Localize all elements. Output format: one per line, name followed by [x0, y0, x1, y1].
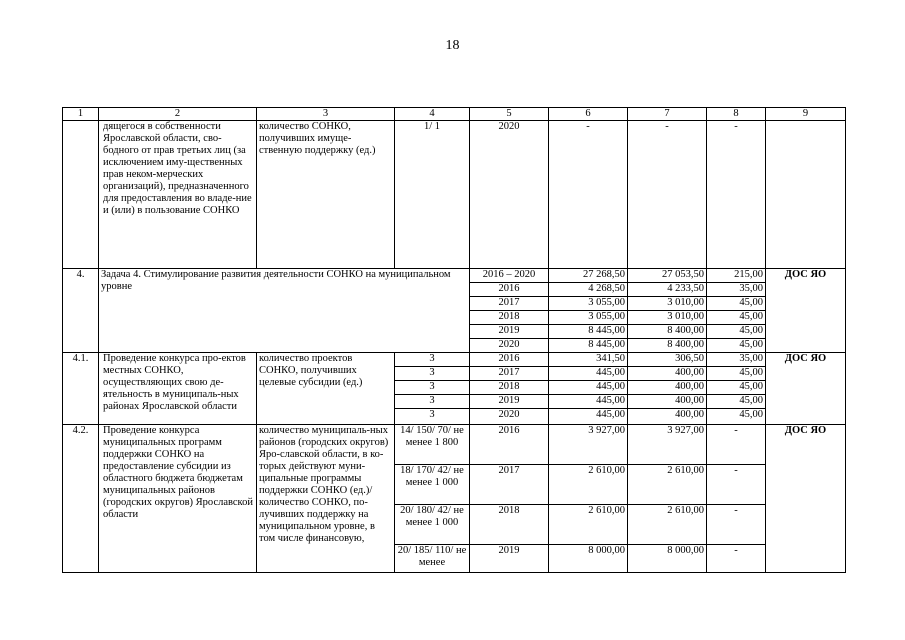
- header-cell: 4: [395, 108, 470, 121]
- year-cell: 2020: [470, 121, 549, 269]
- indicator-value: 14/ 150/ 70/ не менее 1 800: [395, 425, 470, 465]
- other-sources-cell: 45,00: [707, 395, 766, 409]
- total-cell: 445,00: [549, 395, 628, 409]
- table-row: [63, 269, 846, 283]
- regional-budget-cell: 8 400,00: [628, 339, 707, 353]
- row-number: 4.2.: [63, 425, 99, 573]
- indicator-name: количество проектов СОНКО, получивших целевые субсидии (ед.): [257, 353, 395, 425]
- other-sources-cell: 215,00: [707, 269, 766, 283]
- header-cell: 7: [628, 108, 707, 121]
- measure-name: Проведение конкурса муниципальных программ поддержки СОНКО на предоставление субсидии из областного бюджета бюджетам муниципальных районов (городских округов) Ярославской области: [99, 425, 257, 573]
- total-cell: 2 610,00: [549, 465, 628, 505]
- executor-cell: ДОС ЯО: [766, 269, 846, 353]
- indicator-value: 3: [395, 409, 470, 425]
- total-cell: 341,50: [549, 353, 628, 367]
- regional-budget-cell: 400,00: [628, 409, 707, 425]
- indicator-value: 3: [395, 395, 470, 409]
- year-cell: 2017: [470, 297, 549, 311]
- year-cell: 2016: [470, 353, 549, 367]
- row-number: [63, 121, 99, 269]
- program-table: [62, 107, 846, 573]
- header-cell: 3: [257, 108, 395, 121]
- year-cell: 2016 – 2020: [470, 269, 549, 283]
- total-cell: 2 610,00: [549, 505, 628, 545]
- executor-cell: [766, 121, 846, 269]
- other-sources-cell: 35,00: [707, 353, 766, 367]
- other-sources-cell: -: [707, 425, 766, 465]
- indicator-value: 3: [395, 353, 470, 367]
- regional-budget-cell: 400,00: [628, 395, 707, 409]
- other-sources-cell: 45,00: [707, 325, 766, 339]
- header-cell: 1: [63, 108, 99, 121]
- header-cell: 6: [549, 108, 628, 121]
- year-cell: 2018: [470, 311, 549, 325]
- regional-budget-cell: 8 400,00: [628, 325, 707, 339]
- other-sources-cell: 45,00: [707, 381, 766, 395]
- indicator-name: количество СОНКО, получивших имуще-ственную поддержку (ед.): [257, 121, 395, 269]
- row-number: 4.1.: [63, 353, 99, 425]
- header-cell: 5: [470, 108, 549, 121]
- total-cell: 8 445,00: [549, 339, 628, 353]
- regional-budget-cell: 2 610,00: [628, 505, 707, 545]
- other-sources-cell: 45,00: [707, 339, 766, 353]
- row-number: 4.: [63, 269, 99, 353]
- year-cell: 2017: [470, 465, 549, 505]
- year-cell: 2016: [470, 425, 549, 465]
- year-cell: 2016: [470, 283, 549, 297]
- year-cell: 2017: [470, 367, 549, 381]
- indicator-value: 1/ 1: [395, 121, 470, 269]
- regional-budget-cell: 400,00: [628, 381, 707, 395]
- header-cell: 9: [766, 108, 846, 121]
- regional-budget-cell: 2 610,00: [628, 465, 707, 505]
- table-row: [63, 121, 846, 269]
- total-cell: 445,00: [549, 409, 628, 425]
- other-sources-cell: -: [707, 545, 766, 573]
- total-cell: 8 000,00: [549, 545, 628, 573]
- total-cell: 4 268,50: [549, 283, 628, 297]
- indicator-value: 18/ 170/ 42/ не менее 1 000: [395, 465, 470, 505]
- year-cell: 2020: [470, 339, 549, 353]
- indicator-value: 20/ 185/ 110/ не менее: [395, 545, 470, 573]
- regional-budget-cell: 3 010,00: [628, 311, 707, 325]
- total-cell: 27 268,50: [549, 269, 628, 283]
- year-cell: 2019: [470, 325, 549, 339]
- page-number: 18: [445, 38, 460, 53]
- other-sources-cell: -: [707, 465, 766, 505]
- executor-cell: ДОС ЯО: [766, 353, 846, 425]
- other-sources-cell: 45,00: [707, 409, 766, 425]
- regional-budget-cell: 400,00: [628, 367, 707, 381]
- year-cell: 2019: [470, 395, 549, 409]
- indicator-name: количество муниципаль-ных районов (городских округов) Яро-славской области, в ко-торых действуют муни-ципальные программы поддержки СОНКО (ед.)/ количество СОНКО, по-лучивших поддержку на муниципальном уровне, в том числе финансовую,: [257, 425, 395, 573]
- regional-budget-cell: 3 010,00: [628, 297, 707, 311]
- header-row: [63, 108, 846, 121]
- indicator-value: 3: [395, 367, 470, 381]
- regional-budget-cell: 3 927,00: [628, 425, 707, 465]
- other-sources-cell: -: [707, 121, 766, 269]
- other-sources-cell: 35,00: [707, 283, 766, 297]
- table-row: [63, 353, 846, 367]
- total-cell: 8 445,00: [549, 325, 628, 339]
- year-cell: 2019: [470, 545, 549, 573]
- total-cell: -: [549, 121, 628, 269]
- task-title: Задача 4. Стимулирование развития деятельности СОНКО на муниципальном уровне: [99, 269, 470, 353]
- indicator-value: 3: [395, 381, 470, 395]
- other-sources-cell: -: [707, 505, 766, 545]
- regional-budget-cell: 4 233,50: [628, 283, 707, 297]
- measure-name: Проведение конкурса про-ектов местных СОНКО, осуществляющих свою де-ятельность в муниципаль-ных районах Ярославской области: [99, 353, 257, 425]
- regional-budget-cell: 8 000,00: [628, 545, 707, 573]
- total-cell: 3 055,00: [549, 297, 628, 311]
- other-sources-cell: 45,00: [707, 311, 766, 325]
- indicator-value: 20/ 180/ 42/ не менее 1 000: [395, 505, 470, 545]
- total-cell: 445,00: [549, 381, 628, 395]
- regional-budget-cell: -: [628, 121, 707, 269]
- header-cell: 2: [99, 108, 257, 121]
- year-cell: 2018: [470, 381, 549, 395]
- header-cell: 8: [707, 108, 766, 121]
- executor-cell: ДОС ЯО: [766, 425, 846, 573]
- other-sources-cell: 45,00: [707, 367, 766, 381]
- total-cell: 3 927,00: [549, 425, 628, 465]
- regional-budget-cell: 306,50: [628, 353, 707, 367]
- year-cell: 2018: [470, 505, 549, 545]
- table-row: [63, 425, 846, 465]
- total-cell: 445,00: [549, 367, 628, 381]
- total-cell: 3 055,00: [549, 311, 628, 325]
- other-sources-cell: 45,00: [707, 297, 766, 311]
- regional-budget-cell: 27 053,50: [628, 269, 707, 283]
- measure-name: дящегося в собственности Ярославской области, сво-бодного от прав третьих лиц (за исключением иму-щественных прав неком-мерческих организаций), предназначенного для предоставления во владе-ние и (или) в пользование СОНКО: [99, 121, 257, 269]
- year-cell: 2020: [470, 409, 549, 425]
